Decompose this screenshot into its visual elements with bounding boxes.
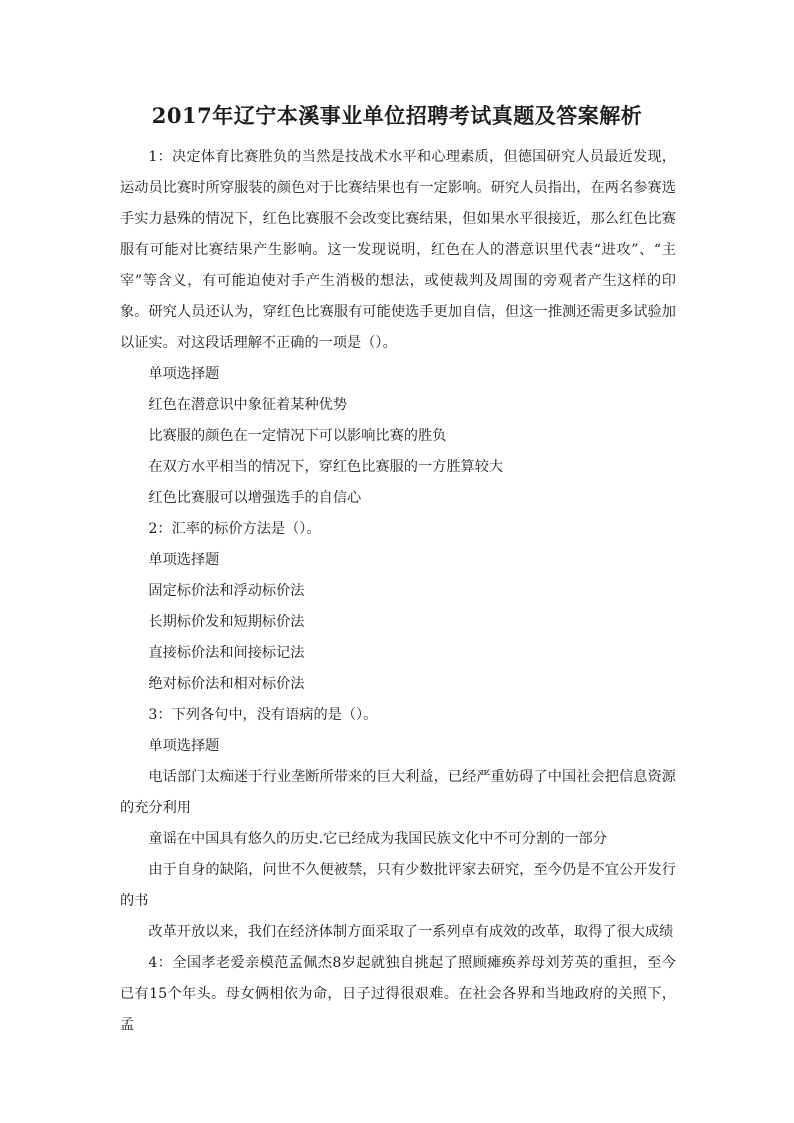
page-title: 2017年辽宁本溪事业单位招聘考试真题及答案解析: [151, 103, 643, 128]
question-1-option: 红色在潜意识中象征着某种优势: [148, 397, 348, 413]
question-2-option: 绝对标价法和相对标价法: [148, 676, 305, 692]
question-3-stem: 3：下列各句中，没有语病的是（）。: [148, 707, 378, 723]
question-3-option: 电话部门太痴迷于行业垄断所带来的巨大利益，已经严重妨碍了中国社会把信息资源的充分利用: [120, 769, 676, 816]
question-3-option: 由于自身的缺陷，问世不久便被禁，只有少数批评家去研究，至今仍是不宜公开发行的书: [120, 862, 676, 909]
question-1-type: 单项选择题: [148, 366, 220, 382]
question-3-type: 单项选择题: [148, 738, 220, 754]
document-body: [120, 142, 676, 1041]
question-2-option: 直接标价法和间接标记法: [148, 645, 305, 661]
question-2-option: 长期标价发和短期标价法: [148, 614, 305, 630]
question-1-option: 比赛服的颜色在一定情况下可以影响比赛的胜负: [148, 428, 447, 444]
question-1-option: 在双方水平相当的情况下，穿红色比赛服的一方胜算较大: [148, 459, 504, 475]
question-1-stem: 1：决定体育比赛胜负的当然是技战术水平和心理素质，但德国研究人员最近发现，运动员比赛时所穿服装的颜色对于比赛结果也有一定影响。研究人员指出，在两名参赛选手实力悬殊的情况下，红色比赛服不会改变比赛结果，但如果水平很接近，那么红色比赛服有可能对比赛结果产生影响。这一发现说明，红色在人的潜意识里代表“进攻”、“主宰”等含义，有可能迫使对手产生消极的想法，或使裁判及周围的旁观者产生这样的印象。研究人员还认为，穿红色比赛服有可能使选手更加自信，但这一推测还需更多试验加以证实。对这段话理解不正确的一项是（）。: [120, 149, 676, 351]
question-2-stem: 2：汇率的标价方法是（）。: [148, 521, 321, 537]
question-2-option: 固定标价法和浮动标价法: [148, 583, 305, 599]
question-3-option: 童谣在中国具有悠久的历史.它已经成为我国民族文化中不可分割的一部分: [148, 831, 607, 847]
question-3-option: 改革开放以来，我们在经济体制方面采取了一系列卓有成效的改革，取得了很大成绩: [148, 924, 674, 940]
question-1-option: 红色比赛服可以增强选手的自信心: [148, 490, 362, 506]
question-4-stem: 4：全国孝老爱亲模范孟佩杰8岁起就独自挑起了照顾瘫痪养母刘芳英的重担，至今已有15个年头。母女俩相依为命，日子过得很艰难。在社会各界和当地政府的关照下，孟: [120, 955, 676, 1033]
question-2-type: 单项选择题: [148, 552, 220, 568]
